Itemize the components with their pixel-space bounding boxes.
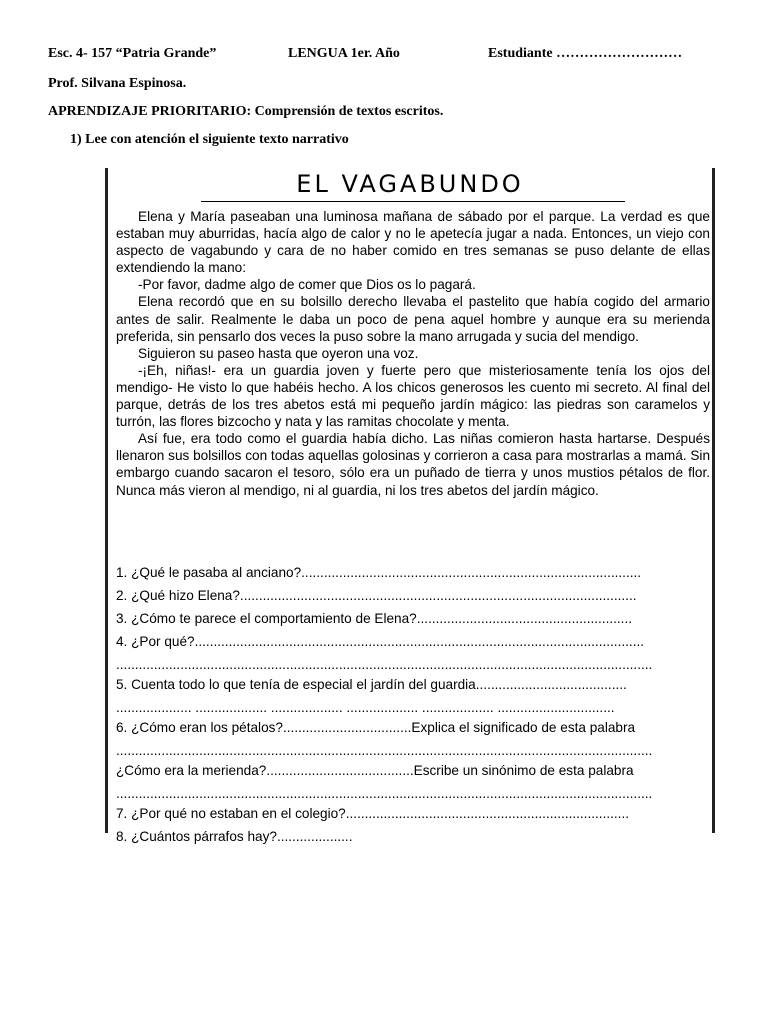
question-6: 6. ¿Cómo eran los pétalos?..................................Explica el significado de esta palabra: [116, 720, 636, 735]
story-paragraph: -Por favor, dadme algo de comer que Dios os lo pagará.: [138, 277, 476, 293]
question-8: 8. ¿Cuántos párrafos hay?....................: [116, 829, 353, 844]
story-paragraph: Siguieron su paseo hasta que oyeron una voz.: [138, 345, 419, 361]
frame-right-border: [712, 168, 715, 833]
question-7: 7. ¿Por qué no estaban en el colegio?...........................................................................: [116, 806, 630, 821]
story-paragraph: -¡Eh, niñas!- era un guardia joven y fuerte pero que misteriosamente tenía los ojos del mendigo- He visto lo que habéis hecho. A los chicos generosos les cuento mi secreto. Al final del parque, detrás de los tres abetos está mi pequeño jardín mágico: las piedras son caramelos y turrón, las flores bizcocho y nata y las ramitas chocolate y menta.: [116, 362, 710, 430]
question-4: 4. ¿Por qué?.......................................................................................................................: [116, 634, 645, 649]
question-5: 5. Cuenta todo lo que tenía de especial el jardín del guardia........................................: [116, 677, 627, 692]
story-paragraph: Así fue, era todo como el guardia había dicho. Las niñas comieron hasta hartarse. Después llenaron sus bolsillos con todas aquellas golosinas y corrieron a casa para mostrarlas a mamá. Sin embargo cuando sacaron el tesoro, sólo era un puñado de tierra y unos mustios pétalos de flor. Nunca más vieron al mendigo, ni al guardia, ni los tres abetos del jardín mágico.: [116, 431, 710, 498]
questions-list: [116, 563, 710, 850]
title-underline: [201, 201, 625, 202]
student-field: Estudiante ………………………: [488, 46, 683, 61]
answer-line: ..............................................................................................................................................: [116, 657, 653, 672]
instruction: 1) Lee con atención el siguiente texto narrativo: [70, 132, 349, 147]
teacher-name: Prof. Silvana Espinosa.: [48, 76, 187, 91]
question-6b: ¿Cómo era la merienda?.......................................Escribe un sinónimo de esta palabra: [116, 763, 634, 778]
story-text: [116, 208, 710, 499]
question-2: 2. ¿Qué hizo Elena?.........................................................................................................: [116, 588, 637, 603]
story-paragraph: Elena recordó que en su bolsillo derecho llevaba el pastelito que había cogido del armario antes de salir. Realmente le daba un poco de pena aquel hombre y aunque era su merienda preferida, sin pensarlo dos veces la puso sobre la mano arrugada y sucia del mendigo.: [116, 294, 710, 344]
subject: LENGUA 1er. Año: [288, 46, 400, 61]
answer-line: ..............................................................................................................................................: [116, 743, 653, 758]
worksheet-frame: [105, 168, 715, 844]
question-1: 1. ¿Qué le pasaba al anciano?..........................................................................................: [116, 565, 642, 580]
learning-priority: APRENDIZAJE PRIORITARIO: Comprensión de textos escritos.: [48, 104, 444, 119]
story-paragraph: Elena y María paseaban una luminosa mañana de sábado por el parque. La verdad es que estaban muy aburridas, hacía algo de calor y no le apetecía jugar a nada. Entonces, un viejo con aspecto de vagabundo y cara de no haber comido en tres semanas se puso delante de ellas extendiendo la mano:: [116, 209, 710, 276]
frame-left-border: [105, 168, 108, 833]
answer-line: ..............................................................................................................................................: [116, 786, 653, 801]
question-3: 3. ¿Cómo te parece el comportamiento de Elena?.........................................................: [116, 611, 633, 626]
school-name: Esc. 4- 157 “Patria Grande”: [48, 46, 217, 61]
story-title: EL VAGABUNDO: [296, 170, 524, 198]
answer-line: .................... ................... ................... ................... ................... ...............................: [116, 700, 615, 715]
